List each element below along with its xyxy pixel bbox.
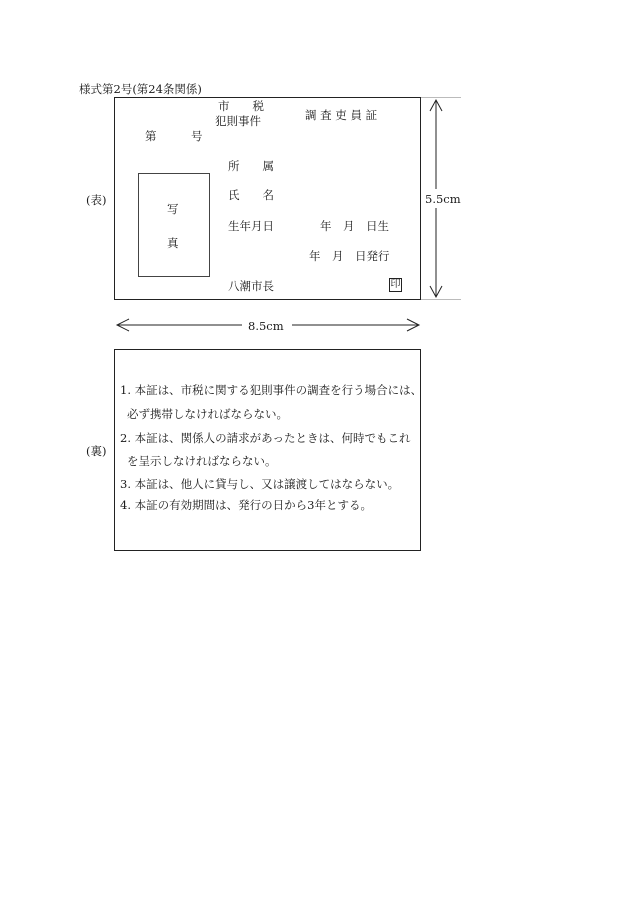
number-label: 第 号: [145, 129, 203, 143]
back-side-label: (裏): [86, 444, 107, 458]
card-back: [114, 349, 421, 551]
birthdate-label: 生年月日: [228, 219, 274, 233]
affiliation-label: 所 属: [228, 159, 274, 173]
issue-date: 年 月 日発行: [309, 249, 390, 263]
photo-char-2: 真: [167, 236, 179, 250]
back-item-4: 4. 本証の有効期間は、発行の日から3年とする。: [120, 498, 372, 512]
form-title: 様式第2号(第24条関係): [79, 82, 202, 96]
height-dimension-label: 5.5cm: [425, 192, 461, 206]
photo-char-1: 写: [167, 202, 179, 216]
back-item-3: 3. 本証は、他人に貸与し、又は譲渡してはならない。: [120, 477, 400, 491]
issuer-name: 八潮市長: [228, 279, 274, 293]
back-item-1-line-2: 必ず携帯しなければならない。: [127, 407, 288, 421]
name-label: 氏 名: [228, 188, 274, 202]
width-dimension-label: 8.5cm: [248, 319, 284, 333]
back-item-2-line-1: 2. 本証は、関係人の請求があったときは、何時でもこれ: [120, 431, 411, 445]
seal-box: 印: [390, 279, 401, 290]
card-title: 調 査 吏 員 証: [305, 108, 378, 122]
tax-line-2: 犯則事件: [215, 114, 261, 128]
back-item-1-line-1: 1. 本証は、市税に関する犯則事件の調査を行う場合には、: [120, 383, 423, 397]
front-side-label: (表): [86, 193, 107, 207]
back-item-2-line-2: を呈示しなければならない。: [127, 454, 277, 468]
tax-line-1: 市 税: [218, 99, 264, 113]
birthdate-value: 年 月 日生: [320, 219, 389, 233]
